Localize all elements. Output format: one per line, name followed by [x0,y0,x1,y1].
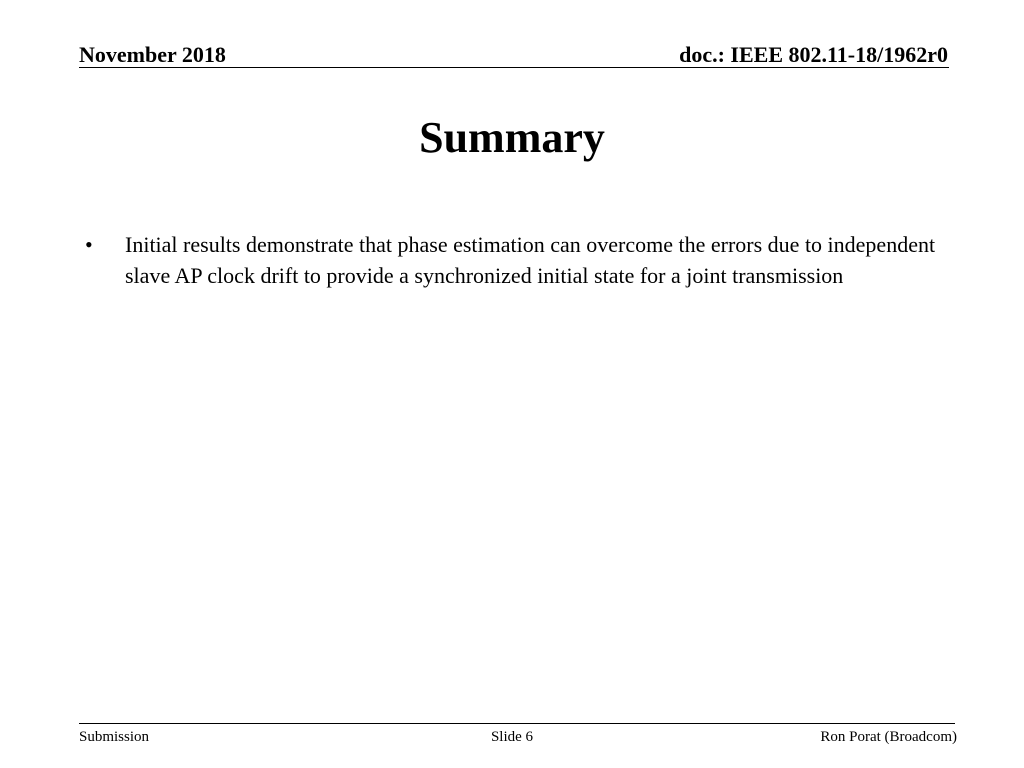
footer-divider [79,723,955,724]
header-date: November 2018 [79,42,226,67]
bullet-text: Initial results demonstrate that phase estimation can overcome the errors due to independent slave AP clock drift to provide a synchronized initial state for a joint transmission [125,232,936,288]
header-divider [79,67,949,68]
slide-title: Summary [419,113,605,162]
bullet-dot-icon: • [85,232,93,257]
footer-slide-number: Slide 6 [490,729,534,745]
bullet-item [85,229,945,291]
footer-author: Ron Porat (Broadcom) [820,729,957,745]
header-doc-id: doc.: IEEE 802.11-18/1962r0 [679,42,948,67]
footer-submission: Submission [79,729,150,745]
bullet-list [85,229,945,291]
